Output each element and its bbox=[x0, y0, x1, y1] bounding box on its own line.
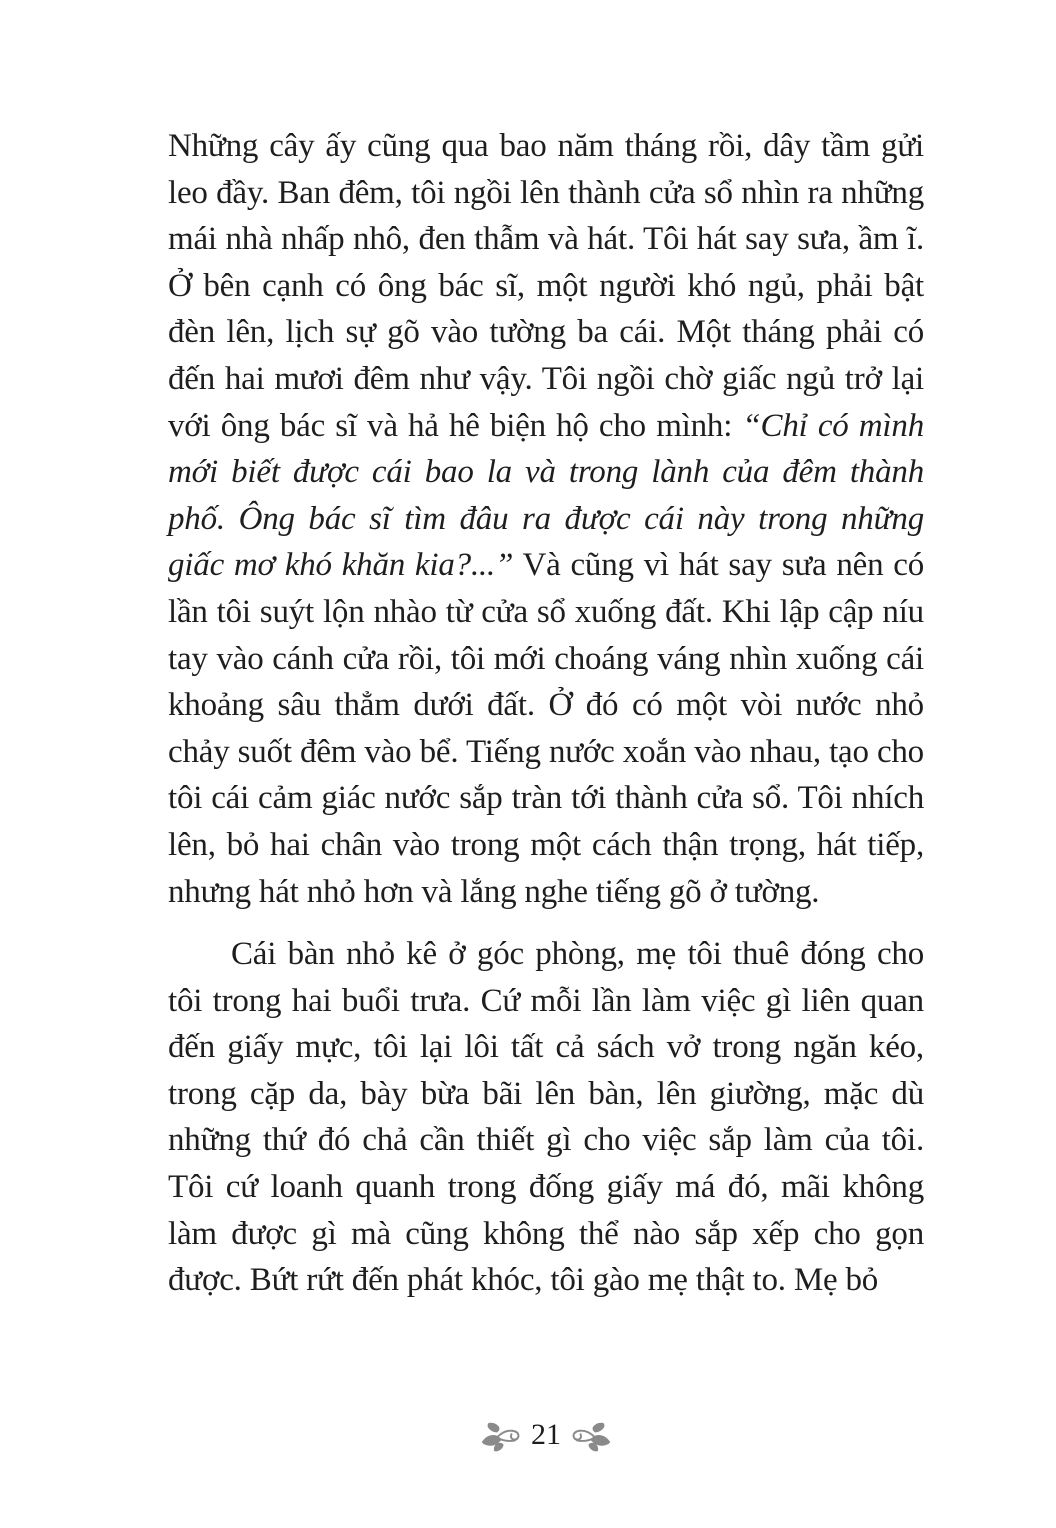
page-footer bbox=[168, 1410, 924, 1462]
paragraph-1-before-quote: Những cây ấy cũng qua bao năm tháng rồi, dây tầm gửi leo đầy. Ban đêm, tôi ngồi lên thành cửa sổ nhìn ra những mái nhà nhấp nhô, đen thẫm và hát. Tôi hát say sưa, ầm ĩ. Ở bên cạnh có ông bác sĩ, một người khó ngủ, phải bật đèn lên, lịch sự gõ vào tường ba cái. Một tháng phải có đến hai mươi đêm như vậy. Tôi ngồi chờ giấc ngủ trở lại với ông bác sĩ và hả hê biện hộ cho mình: bbox=[168, 128, 924, 444]
fleuron-right-icon bbox=[570, 1419, 612, 1453]
fleuron-left-icon bbox=[480, 1419, 522, 1453]
paragraph-1 bbox=[168, 123, 924, 915]
text-block bbox=[168, 123, 924, 1304]
paragraph-1-after-quote: Và cũng vì hát say sưa nên có lần tôi suýt lộn nhào từ cửa sổ xuống đất. Khi lập cập níu tay vào cánh cửa rồi, tôi mới choáng váng nhìn xuống cái khoảng sâu thẳm dưới đất. Ở đó có một vòi nước nhỏ chảy suốt đêm vào bể. Tiếng nước xoắn vào nhau, tạo cho tôi cái cảm giác nước sắp tràn tới thành cửa sổ. Tôi nhích lên, bỏ hai chân vào trong một cách thận trọng, hát tiếp, nhưng hát nhỏ hơn và lắng nghe tiếng gõ ở tường. bbox=[168, 547, 924, 910]
paragraph-2: Cái bàn nhỏ kê ở góc phòng, mẹ tôi thuê đóng cho tôi trong hai buổi trưa. Cứ mỗi lần làm việc gì liên quan đến giấy mực, tôi lại lôi tất cả sách vở trong ngăn kéo, trong cặp da, bày bừa bãi lên bàn, lên giường, mặc dù những thứ đó chả cần thiết gì cho việc sắp làm của tôi. Tôi cứ loanh quanh trong đống giấy má đó, mãi không làm được gì mà cũng không thể nào sắp xếp cho gọn được. Bứt rứt đến phát khóc, tôi gào mẹ thật to. Mẹ bỏ bbox=[168, 936, 924, 1299]
paragraph-1-quote-italic: “Chỉ có mình mới biết được cái bao la và trong lành của đêm thành phố. Ông bác sĩ tìm đâu ra được cái này trong những giấc mơ khó khăn kia?...” bbox=[168, 407, 924, 584]
page-number: 21 bbox=[531, 1418, 561, 1451]
